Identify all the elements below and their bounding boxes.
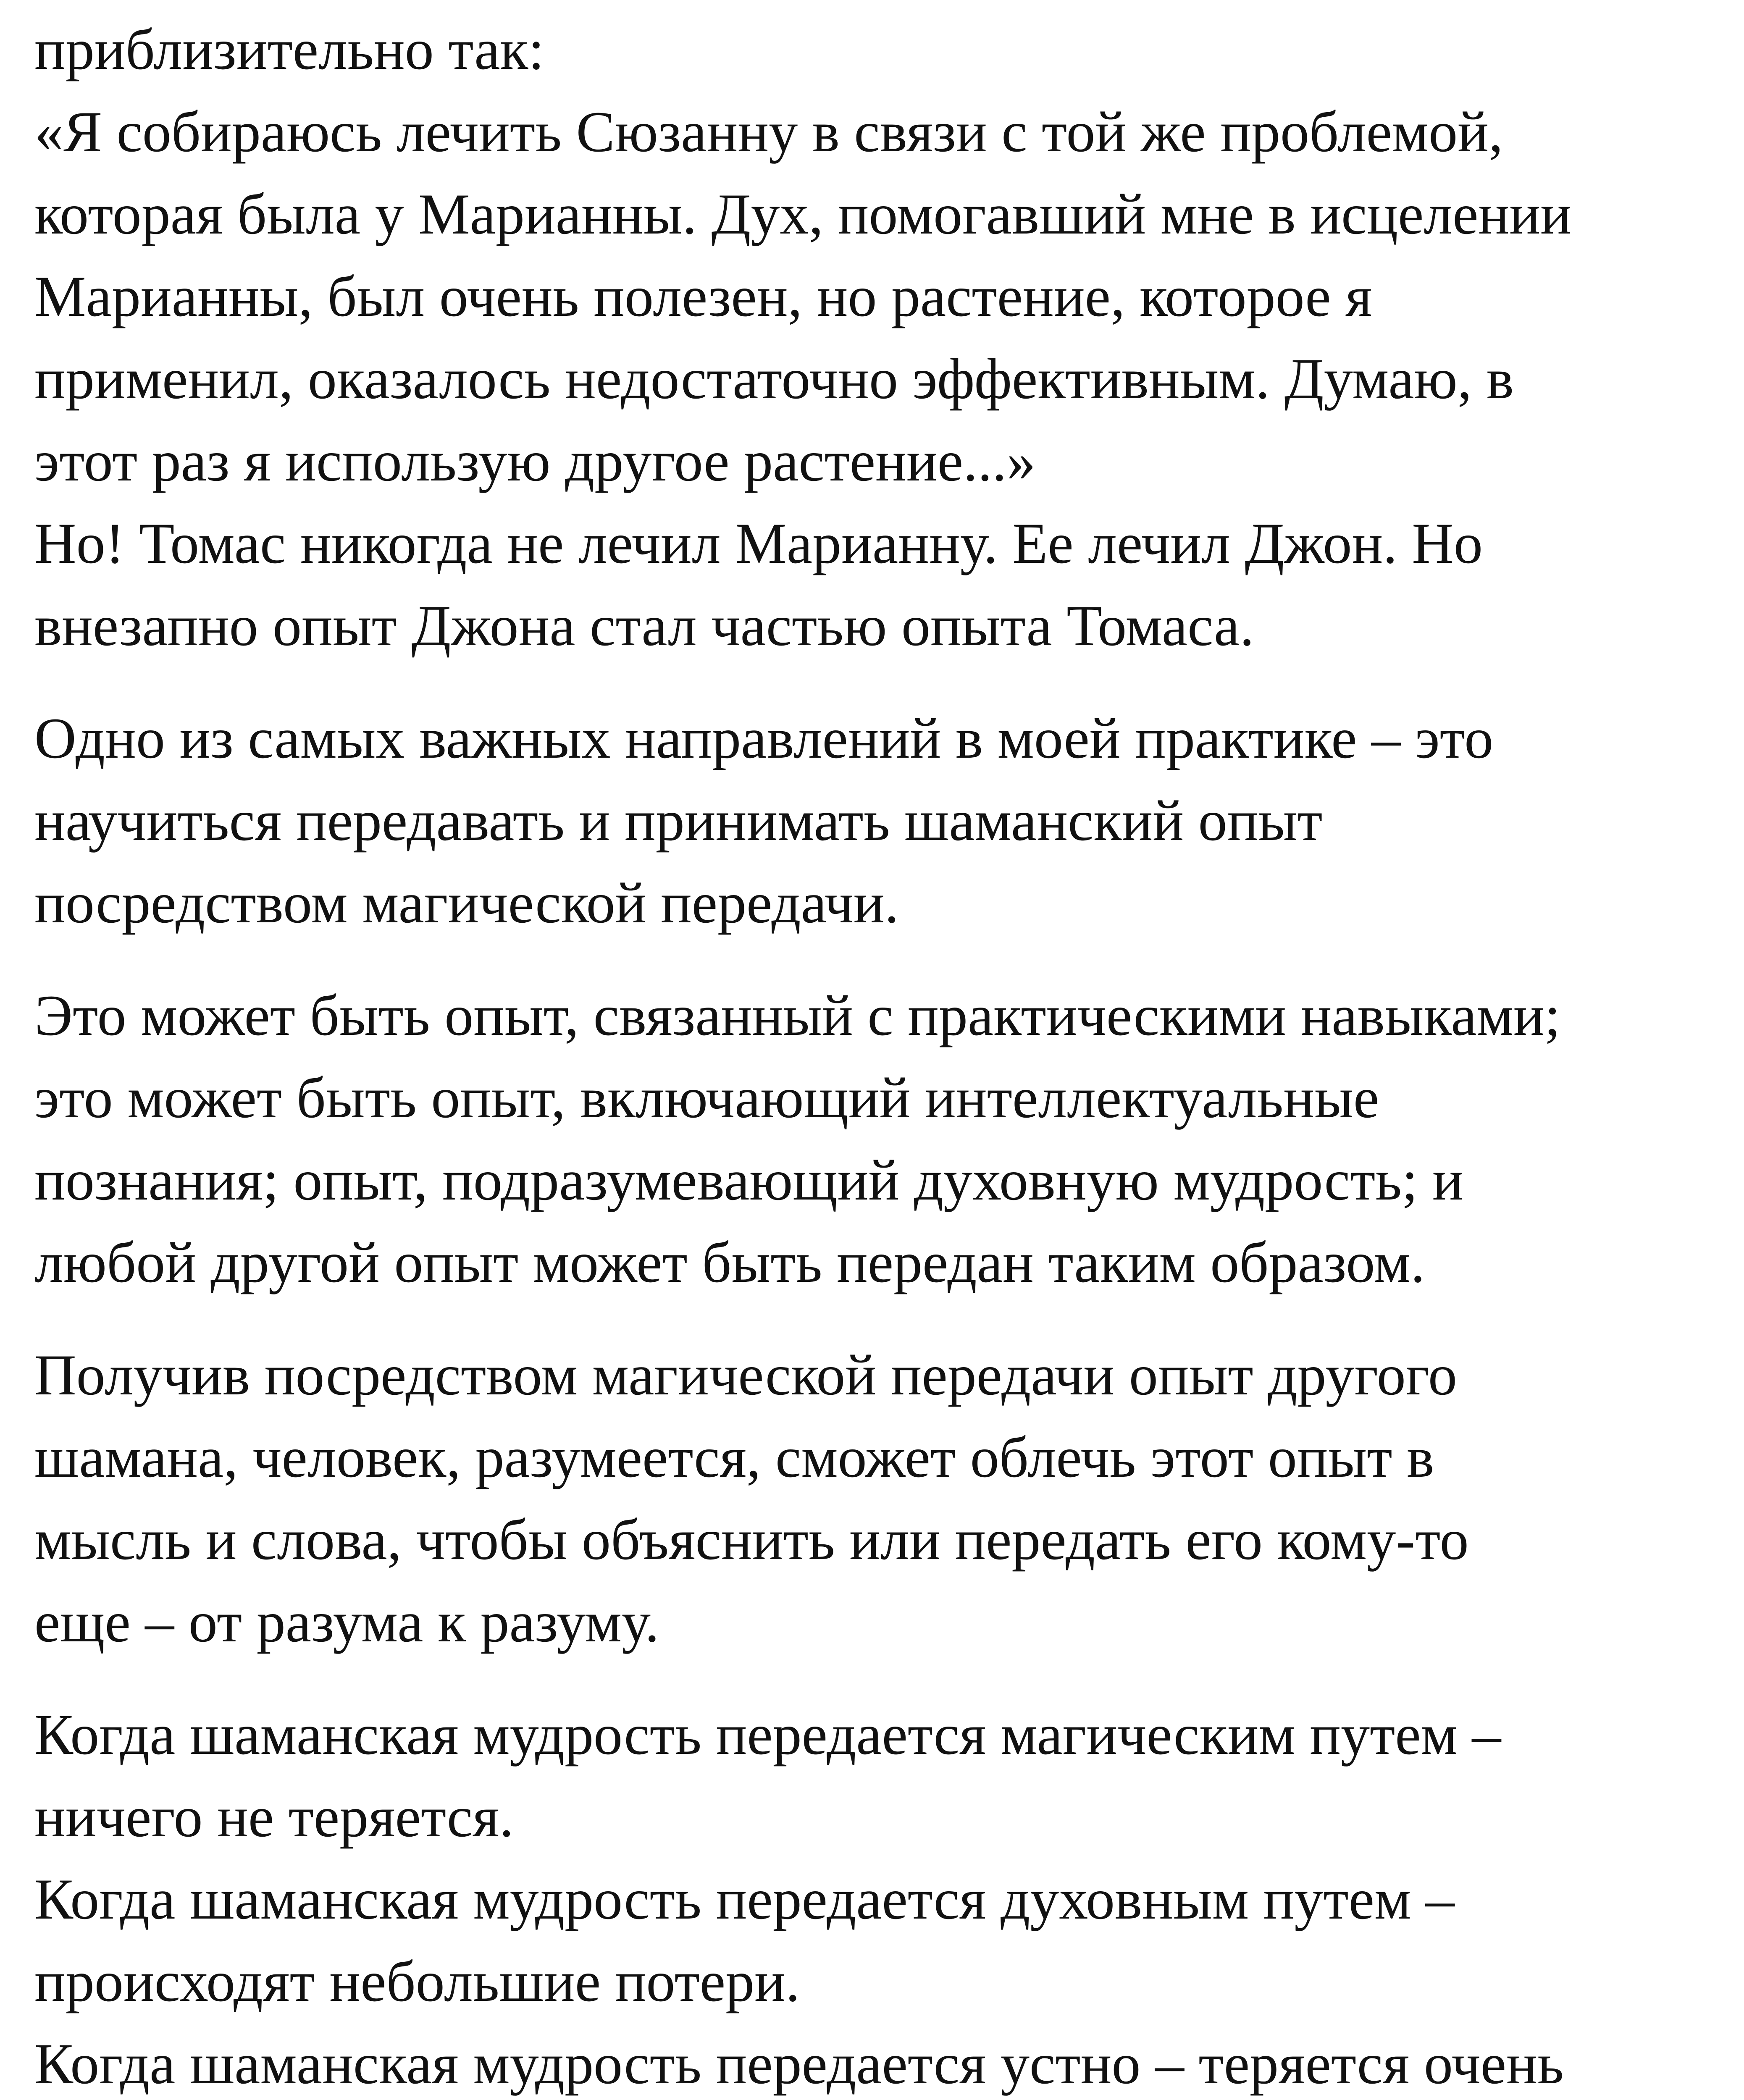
text-line: Когда шаманская мудрость передается устно – теряется очень xyxy=(34,2032,1564,2096)
text-line: Это может быть опыт, связанный с практическими навыками; xyxy=(34,983,1561,1047)
paragraph-4 xyxy=(34,1334,1731,1663)
text-line: Одно из самых важных направлений в моей практике – это xyxy=(34,706,1494,770)
text-line: мысль и слова, чтобы объяснить или передать его кому-то xyxy=(34,1507,1469,1572)
text-line: это может быть опыт, включающий интеллектуальные xyxy=(34,1066,1379,1130)
paragraph-1 xyxy=(34,8,1731,667)
text-line: посредством магической передачи. xyxy=(34,871,899,935)
text-line: познания; опыт, подразумевающий духовную мудрость; и xyxy=(34,1148,1463,1212)
text-line: Получив посредством магической передачи опыт другого xyxy=(34,1343,1457,1407)
text-line: шамана, человек, разумеется, сможет облечь этот опыт в xyxy=(34,1425,1434,1489)
paragraph-3 xyxy=(34,974,1731,1304)
text-line: Но! Томас никогда не лечил Марианну. Ее лечил Джон. Но xyxy=(34,511,1483,575)
text-line: научиться передавать и принимать шаманский опыт xyxy=(34,788,1323,853)
document-body xyxy=(34,8,1731,2100)
text-line: еще – от разума к разуму. xyxy=(34,1590,659,1654)
text-line: ничего не теряется. xyxy=(34,1785,514,1849)
text-line: Когда шаманская мудрость передается духовным путем – xyxy=(34,1867,1455,1931)
text-line: любой другой опыт может быть передан таким образом. xyxy=(34,1230,1425,1294)
paragraph-2 xyxy=(34,697,1731,944)
text-line: приблизительно так: xyxy=(34,17,544,81)
text-line: Когда шаманская мудрость передается магическим путем – xyxy=(34,1702,1501,1767)
text-line: этот раз я использую другое растение...» xyxy=(34,429,1036,493)
text-line: «Я собираюсь лечить Сюзанну в связи с той же проблемой, xyxy=(34,100,1503,164)
text-line: происходят небольшие потери. xyxy=(34,1949,800,2013)
text-line: Марианны, был очень полезен, но растение, которое я xyxy=(34,264,1372,328)
text-line: внезапно опыт Джона стал частью опыта Томаса. xyxy=(34,593,1254,658)
text-line: которая была у Марианны. Дух, помогавший мне в исцелении xyxy=(34,182,1572,246)
paragraph-5 xyxy=(34,1693,1731,2100)
text-line: применил, оказалось недостаточно эффективным. Думаю, в xyxy=(34,346,1514,411)
